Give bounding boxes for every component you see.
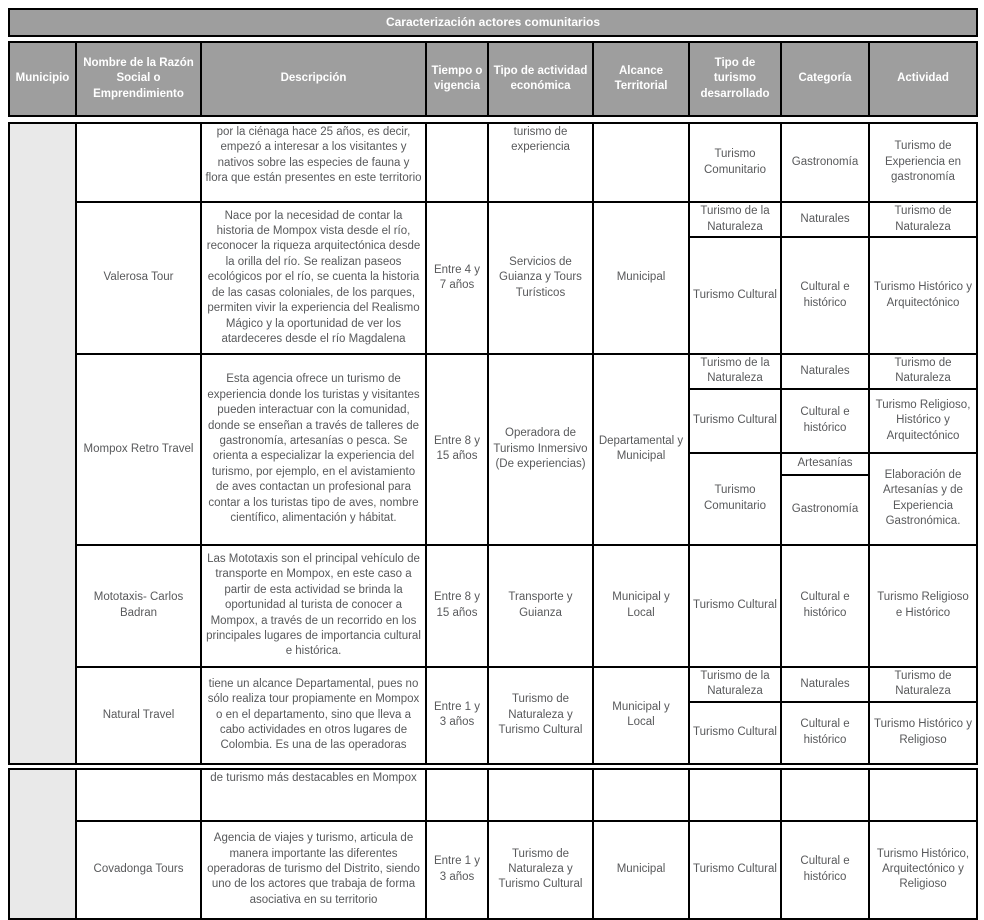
table-row xyxy=(9,769,977,821)
cell-mompox-nombre: Mompox Retro Travel xyxy=(76,354,201,545)
cell-natural-actividad-1: Turismo de Naturaleza xyxy=(869,667,977,702)
cell-cont2-tipo-actividad-empty xyxy=(488,769,593,821)
cell-valerosa-actividad-2: Turismo Histórico y Arquitectónico xyxy=(869,237,977,354)
table-row xyxy=(9,545,977,667)
cell-mototaxis-descripcion: Las Mototaxis son el principal vehículo de transporte en Mompox, en este caso a partir de esta actividad se brinda la oportunidad al turista de conocer a Mompox, a través de un recorrido en los principales lugares de importancia cultural e histórica. xyxy=(201,545,426,667)
table-row xyxy=(9,667,977,702)
cell-cont2-nombre-empty xyxy=(76,769,201,821)
cell-mototaxis-categoria: Cultural e histórico xyxy=(781,545,869,667)
cell-natural-tipo-actividad: Turismo de Naturaleza y Turismo Cultural xyxy=(488,667,593,764)
cell-mompox-turismo-3: Turismo Comunitario xyxy=(689,453,781,545)
cell-mompox-descripcion: Esta agencia ofrece un turismo de experiencia donde los turistas y visitantes pueden interactuar con la comunidad, donde se enseñan a través de talleres de gastronomía, artesanías o pesca. Se orienta a especializar la experiencia del turismo, por ejemplo, en el avistamiento de aves contactan un profesional para contar a los turistas tipo de aves, nombre científico, alimentación y hábitat. xyxy=(201,354,426,545)
cell-mompox-categoria-1: Naturales xyxy=(781,354,869,389)
cell-cont1-actividad: Turismo de Experiencia en gastronomía xyxy=(869,123,977,202)
cell-natural-alcance: Municipal y Local xyxy=(593,667,689,764)
cell-cont2-turismo-empty xyxy=(689,769,781,821)
header-actividad: Actividad xyxy=(869,42,977,116)
cell-valerosa-categoria-2: Cultural e histórico xyxy=(781,237,869,354)
cell-cont1-tiempo-empty xyxy=(426,123,488,202)
cell-valerosa-categoria-1: Naturales xyxy=(781,202,869,237)
cell-covadonga-alcance: Municipal xyxy=(593,821,689,919)
cell-cont1-turismo: Turismo Comunitario xyxy=(689,123,781,202)
cell-cont1-nombre-empty xyxy=(76,123,201,202)
cell-municipio-section2 xyxy=(9,769,76,919)
cell-natural-descripcion: tiene un alcance Departamental, pues no sólo realiza tour propiamente en Mompox o en el departamento, sino que lleva a cabo actividades en otros lugares de Colombia. Es una de las operadoras xyxy=(201,667,426,764)
cell-mototaxis-actividad: Turismo Religioso e Histórico xyxy=(869,545,977,667)
cell-mompox-actividad-1: Turismo de Naturaleza xyxy=(869,354,977,389)
cell-cont2-descripcion: de turismo más destacables en Mompox xyxy=(201,769,426,821)
table-row xyxy=(9,821,977,919)
cell-natural-tiempo: Entre 1 y 3 años xyxy=(426,667,488,764)
cell-mototaxis-turismo: Turismo Cultural xyxy=(689,545,781,667)
cell-valerosa-descripcion: Nace por la necesidad de contar la historia de Mompox vista desde el río, reconocer la riqueza arquitectónica desde la orilla del río. Se realizan paseos ecológicos por el río, se cuenta la historia de las casas coloniales, de los parques, permiten vivir la experiencia del Realismo Mágico y la oportunidad de ver los atardeceres desde el río Magdalena xyxy=(201,202,426,354)
cell-municipio-section1 xyxy=(9,123,76,764)
table-title-bar xyxy=(8,8,978,37)
cell-natural-categoria-1: Naturales xyxy=(781,667,869,702)
cell-cont1-categoria: Gastronomía xyxy=(781,123,869,202)
header-descripcion: Descripción xyxy=(201,42,426,116)
table-row xyxy=(9,202,977,237)
cell-covadonga-tipo-actividad: Turismo de Naturaleza y Turismo Cultural xyxy=(488,821,593,919)
cell-valerosa-turismo-2: Turismo Cultural xyxy=(689,237,781,354)
cell-covadonga-actividad: Turismo Histórico, Arquitectónico y Religioso xyxy=(869,821,977,919)
cell-mompox-categoria-3b: Gastronomía xyxy=(781,475,869,545)
cell-natural-turismo-2: Turismo Cultural xyxy=(689,702,781,764)
header-tipo-turismo: Tipo de turismo desarrollado xyxy=(689,42,781,116)
cell-cont2-tiempo-empty xyxy=(426,769,488,821)
table-body-section-1 xyxy=(8,122,978,765)
cell-cont2-alcance-empty xyxy=(593,769,689,821)
cell-valerosa-turismo-1: Turismo de la Naturaleza xyxy=(689,202,781,237)
cell-mompox-alcance: Departamental y Municipal xyxy=(593,354,689,545)
cell-cont2-categoria-empty xyxy=(781,769,869,821)
cell-covadonga-nombre: Covadonga Tours xyxy=(76,821,201,919)
cell-valerosa-actividad-1: Turismo de Naturaleza xyxy=(869,202,977,237)
cell-mototaxis-tiempo: Entre 8 y 15 años xyxy=(426,545,488,667)
cell-mompox-actividad-2: Turismo Religioso, Histórico y Arquitectónico xyxy=(869,389,977,453)
cell-mompox-categoria-2: Cultural e histórico xyxy=(781,389,869,453)
header-tiempo: Tiempo o vigencia xyxy=(426,42,488,116)
cell-mompox-categoria-3a: Artesanías xyxy=(781,453,869,475)
cell-cont1-descripcion: por la ciénaga hace 25 años, es decir, empezó a interesar a los visitantes y nativos sobre las especies de fauna y flora que están presentes en este territorio xyxy=(201,123,426,202)
table-title: Caracterización actores comunitarios xyxy=(9,9,977,36)
cell-natural-turismo-1: Turismo de la Naturaleza xyxy=(689,667,781,702)
cell-covadonga-categoria: Cultural e histórico xyxy=(781,821,869,919)
cell-mototaxis-alcance: Municipal y Local xyxy=(593,545,689,667)
cell-cont1-tipo-actividad: turismo de experiencia xyxy=(488,123,593,202)
cell-mompox-tiempo: Entre 8 y 15 años xyxy=(426,354,488,545)
cell-valerosa-tiempo: Entre 4 y 7 años xyxy=(426,202,488,354)
cell-mototaxis-nombre: Mototaxis- Carlos Badran xyxy=(76,545,201,667)
cell-mompox-turismo-1: Turismo de la Naturaleza xyxy=(689,354,781,389)
header-municipio: Municipio xyxy=(9,42,76,116)
cell-mompox-turismo-2: Turismo Cultural xyxy=(689,389,781,453)
cell-cont1-alcance-empty xyxy=(593,123,689,202)
cell-valerosa-nombre: Valerosa Tour xyxy=(76,202,201,354)
cell-natural-nombre: Natural Travel xyxy=(76,667,201,764)
header-categoria: Categoría xyxy=(781,42,869,116)
header-alcance: Alcance Territorial xyxy=(593,42,689,116)
table-body-section-2 xyxy=(8,768,978,920)
table-row xyxy=(9,354,977,389)
cell-covadonga-turismo: Turismo Cultural xyxy=(689,821,781,919)
cell-mompox-tipo-actividad: Operadora de Turismo Inmersivo (De experiencias) xyxy=(488,354,593,545)
header-nombre: Nombre de la Razón Social o Emprendimiento xyxy=(76,42,201,116)
cell-valerosa-tipo-actividad: Servicios de Guianza y Tours Turísticos xyxy=(488,202,593,354)
header-tipo-actividad: Tipo de actividad económica xyxy=(488,42,593,116)
cell-covadonga-tiempo: Entre 1 y 3 años xyxy=(426,821,488,919)
table-row xyxy=(9,123,977,202)
cell-natural-actividad-2: Turismo Histórico y Religioso xyxy=(869,702,977,764)
cell-mompox-actividad-3: Elaboración de Artesanías y de Experiencia Gastronómica. xyxy=(869,453,977,545)
cell-natural-categoria-2: Cultural e histórico xyxy=(781,702,869,764)
cell-cont2-actividad-empty xyxy=(869,769,977,821)
table-column-headers xyxy=(8,41,978,117)
cell-mototaxis-tipo-actividad: Transporte y Guianza xyxy=(488,545,593,667)
cell-valerosa-alcance: Municipal xyxy=(593,202,689,354)
cell-covadonga-descripcion: Agencia de viajes y turismo, articula de manera importante las diferentes operadoras de turismo del Distrito, siendo uno de los actores que trabaja de forma asociativa en su territorio xyxy=(201,821,426,919)
